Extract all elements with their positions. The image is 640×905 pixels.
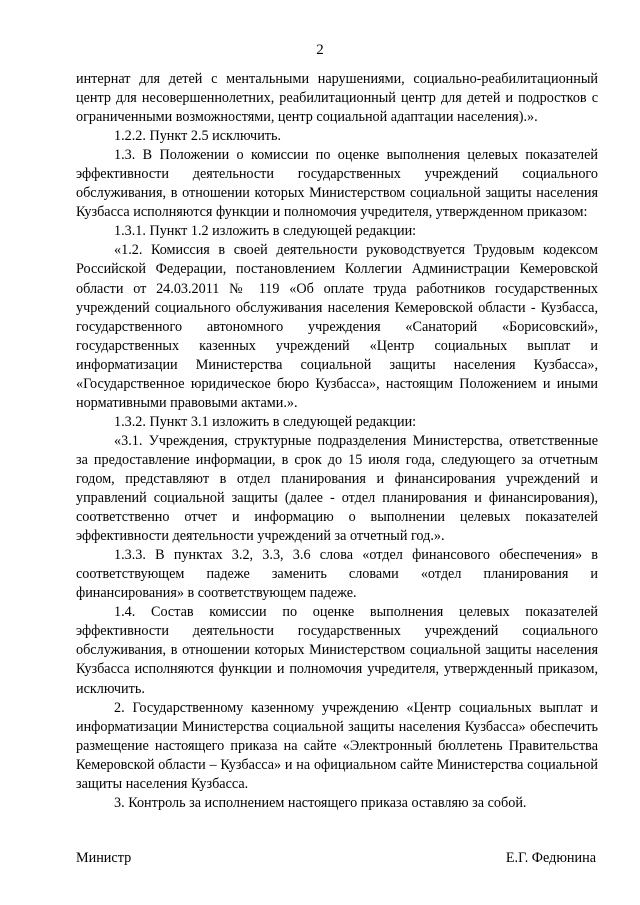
paragraph-1-3: 1.3. В Положении о комиссии по оценке выполнения целевых показателей эффективности деятельности государственных учреждений социального обслуживания, в отношении которых Министерством социальной защиты населения Кузбасса исполняются функции и полномочия учредителя, утвержденном приказом:	[76, 147, 598, 221]
paragraph-continuation: интернат для детей с ментальными нарушениями, социально-реабилитационный центр для несовершеннолетних, реабилитационный центр для детей и подростков с ограниченными возможностями, центр социальной адаптации населения).».	[76, 71, 598, 126]
paragraph-quote-3-1: «3.1. Учреждения, структурные подразделения Министерства, ответственные за предоставление информации, в срок до 15 июля года, следующего за отчетным годом, представляют в отдел планирования и финансирования учреждений и управлений социальной защиты (далее - отдел планирования и финансирования), соответственно отчет и информацию о выполнении целевых показателей эффективности деятельности учреждений за отчетный год.».	[76, 432, 598, 545]
paragraph-1-2-2: 1.2.2. Пункт 2.5 исключить.	[114, 128, 282, 145]
paragraph-quote-1-2: «1.2. Комиссия в своей деятельности руководствуется Трудовым кодексом Российской Федерации, постановлением Коллегии Администрации Кемеровской области от 24.03.2011 № 119 «Об оплате труда работников государственных учреждений социального обслуживания населения Кемеровской области - Кузбасса, государственного автономного учреждения «Санаторий «Борисовский», государственных казенных учреждений «Центр социальных выплат и информатизации Министерства социальной защиты населения Кузбасса», «Государственное юридическое бюро Кузбасса», настоящим Положением и иными нормативными правовыми актами.».	[76, 242, 598, 411]
paragraph-2: 2. Государственному казенному учреждению «Центр социальных выплат и информатизации Министерства социальной защиты населения Кузбасса» обеспечить размещение настоящего приказа на сайте «Электронный бюллетень Правительства Кемеровской области – Кузбасса» и на официальном сайте Министерства социальной защиты населения Кузбасса.	[76, 699, 598, 792]
signature-name: Е.Г. Федюнина	[505, 850, 596, 866]
paragraph-1-3-2: 1.3.2. Пункт 3.1 изложить в следующей редакции:	[114, 413, 417, 430]
paragraph-1-3-1: 1.3.1. Пункт 1.2 изложить в следующей редакции:	[114, 223, 417, 240]
paragraph-1-4: 1.4. Состав комиссии по оценке выполнения целевых показателей эффективности деятельности государственных учреждений социального обслуживания, в отношении которых Министерством социальной защиты населения Кузбасса исполняются функции и полномочия учредителя, утвержденный приказом, исключить.	[76, 604, 598, 697]
paragraph-1-3-3: 1.3.3. В пунктах 3.2, 3.3, 3.6 слова «отдел финансового обеспечения» в соответствующем падеже заменить словами «отдел планирования и финансирования» в соответствующем падеже.	[76, 547, 598, 602]
page-number: 2	[316, 42, 324, 58]
signature-title: Министр	[76, 850, 132, 866]
paragraph-3: 3. Контроль за исполнением настоящего приказа оставляю за собой.	[114, 794, 527, 811]
document-body	[76, 70, 598, 813]
